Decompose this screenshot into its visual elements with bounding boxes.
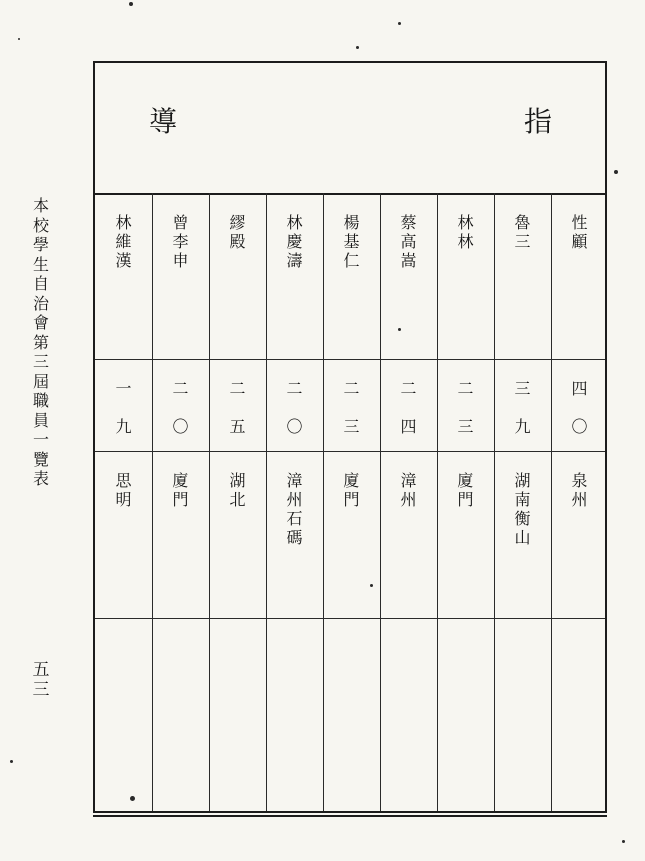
age-cell <box>152 379 209 455</box>
header-char-left: 導 <box>149 105 178 138</box>
name-cell: 魯三 <box>514 213 531 251</box>
place-cell: 泉州 <box>571 471 588 509</box>
name-cell: 繆殿 <box>229 213 246 251</box>
place-cell: 漳州 <box>400 471 417 509</box>
name-cell: 林維漢 <box>115 213 132 270</box>
place-cell: 湖北 <box>229 471 246 509</box>
age-cell <box>266 379 323 455</box>
bottom-rule <box>93 815 607 817</box>
age-digit: 二 <box>172 379 189 398</box>
page-number: 五三 <box>32 660 50 700</box>
age-cell <box>380 379 437 455</box>
age-digit: 二 <box>229 379 246 398</box>
row-divider <box>95 359 605 360</box>
age-digit: 二 <box>343 379 360 398</box>
name-cell: 性顧 <box>571 213 588 251</box>
scan-speck <box>614 170 618 174</box>
age-digit: 〇 <box>571 417 588 436</box>
age-digit: 九 <box>514 417 531 436</box>
side-caption: 本校學生自治會第三屆職員一覽表 <box>32 196 49 488</box>
header-char-right: 指 <box>524 105 553 138</box>
scan-speck <box>10 760 13 763</box>
age-digit: 九 <box>115 417 132 436</box>
name-cell: 林慶濤 <box>286 213 303 270</box>
name-cell: 林林 <box>457 213 474 251</box>
row-divider <box>95 618 605 619</box>
age-digit: 二 <box>400 379 417 398</box>
name-cell: 曾李申 <box>172 213 189 270</box>
scan-speck <box>129 2 133 6</box>
age-cell <box>437 379 494 455</box>
age-digit: 三 <box>514 379 531 398</box>
age-digit: 二 <box>457 379 474 398</box>
place-cell: 廈門 <box>172 471 189 509</box>
scan-speck <box>398 22 401 25</box>
age-digit: 四 <box>400 417 417 436</box>
scan-speck <box>622 840 625 843</box>
age-digit: 三 <box>457 417 474 436</box>
place-cell: 思明 <box>115 471 132 509</box>
table-header-band <box>95 63 605 195</box>
age-digit: 一 <box>115 379 132 398</box>
place-cell: 廈門 <box>457 471 474 509</box>
name-cell: 蔡高嵩 <box>400 213 417 270</box>
age-cell <box>95 379 152 455</box>
age-cell <box>494 379 551 455</box>
staff-table <box>93 61 607 813</box>
age-digit: 二 <box>286 379 303 398</box>
age-digit: 〇 <box>172 417 189 436</box>
scan-speck <box>18 38 20 40</box>
age-cell <box>323 379 380 455</box>
age-cell <box>551 379 608 455</box>
age-cell <box>209 379 266 455</box>
age-digit: 三 <box>343 417 360 436</box>
place-cell: 廈門 <box>343 471 360 509</box>
age-digit: 四 <box>571 379 588 398</box>
place-cell: 漳州石碼 <box>286 471 303 547</box>
name-cell: 楊基仁 <box>343 213 360 270</box>
age-digit: 五 <box>229 417 246 436</box>
age-digit: 〇 <box>286 417 303 436</box>
scan-speck <box>356 46 359 49</box>
place-cell: 湖南衡山 <box>514 471 531 547</box>
